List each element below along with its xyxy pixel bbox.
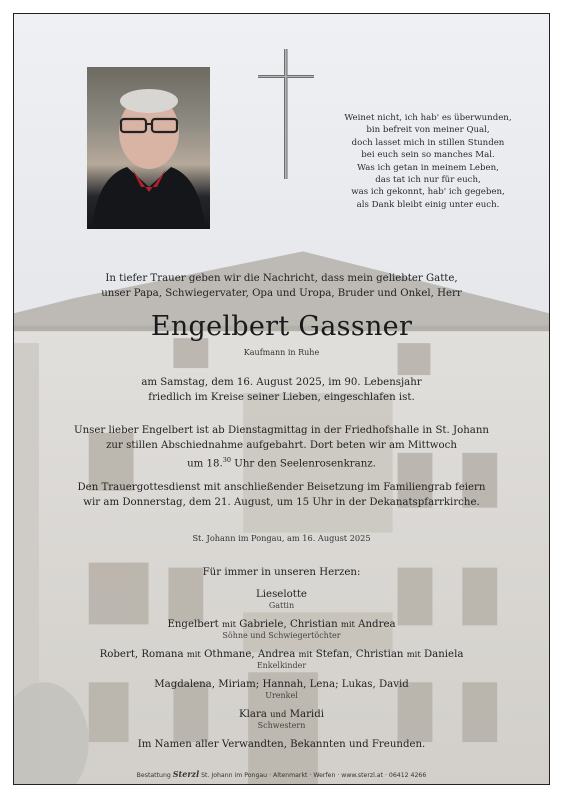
poem-line: bei euch sein so manches Mal. [361, 150, 495, 161]
funeral-line: Den Trauergottesdienst mit anschließender Beisetzung im Familiengrab feiern [77, 482, 486, 493]
intro-text [14, 271, 549, 301]
wife-name: Lieselotte [256, 589, 307, 600]
child-name: Christian [289, 619, 338, 630]
footer-prefix: Bestattung [136, 772, 171, 779]
connector: mit [406, 649, 421, 659]
funeral-home-logo: Sterzl [172, 769, 200, 779]
family-great-grandchildren [14, 678, 549, 701]
sisters-role: Schwestern [257, 721, 306, 730]
wake-time-suffix: Uhr den Seelenrosenkranz. [231, 458, 376, 470]
grandchild-name: Robert, Romana [99, 649, 184, 660]
wake-line [14, 453, 549, 472]
great-grandchildren-role: Urenkel [265, 691, 298, 700]
closing-line [14, 738, 549, 751]
sister-name: Klara [239, 709, 267, 720]
funeral-line: wir am Donnerstag, dem 21. August, um 15 Uhr in der Dekanatspfarrkirche. [83, 496, 480, 508]
family-sisters [14, 708, 549, 731]
grandchild-name: Stefan, Christian [315, 649, 404, 660]
child-name: Gabriele [239, 619, 284, 630]
intro-line: In tiefer Trauer geben wir die Nachricht, dass mein geliebter Gatte, [105, 273, 458, 284]
funeral-info [14, 481, 549, 510]
deceased-name: Engelbert Gassner [150, 311, 413, 342]
portrait-photo [87, 67, 210, 229]
child-name: Engelbert [167, 619, 219, 630]
grandchildren-role: Enkelkinder [256, 661, 307, 670]
place-date: St. Johann im Pongau, am 16. August 2025 [192, 533, 371, 543]
connector: und [270, 709, 287, 719]
cross-icon [258, 49, 314, 179]
wake-time-prefix: um 18. [187, 458, 223, 470]
obituary-frame [13, 13, 550, 785]
wake-time-minutes: 30 [222, 456, 232, 464]
connector: mit [298, 649, 313, 659]
grandchildren-names [14, 648, 549, 661]
funeral-home-footer [14, 769, 549, 779]
wake-line: Unser lieber Engelbert ist ab Dienstagmittag in der Friedhofshalle in St. Johann [74, 425, 489, 436]
death-notice-line: am Samstag, dem 16. August 2025, im 90. Lebensjahr [141, 377, 422, 388]
sisters-names [14, 708, 549, 721]
poem-line: als Dank bleibt einig unter euch. [356, 199, 500, 210]
connector: mit [222, 619, 237, 629]
closing-text: Im Namen aller Verwandten, Bekannten und Freunden. [137, 739, 426, 750]
poem-line: Weinet nicht, ich hab' es überwunden, [344, 113, 512, 123]
poem-line: doch lasset mich in stillen Stunden [351, 137, 505, 148]
grandchild-name: Daniela [423, 649, 464, 660]
poem-line: das tat ich nur für euch, [375, 175, 481, 186]
child-name: Andrea [358, 619, 396, 630]
connector: mit [340, 619, 355, 629]
death-notice [14, 376, 549, 405]
poem [321, 112, 535, 211]
children-role: Söhne und Schwiegertöchter [222, 631, 341, 640]
hearts-heading: Für immer in unseren Herzen: [202, 567, 361, 578]
grandchild-name: Othmane, Andrea [204, 649, 296, 660]
connector: mit [186, 649, 201, 659]
children-names [14, 618, 549, 631]
footer-details: St. Johann im Pongau · Altenmarkt · Werfen · www.sterzl.at · 06412 4266 [201, 772, 427, 779]
poem-line: bin befreit von meiner Qual, [366, 125, 490, 136]
poem-line: Was ich getan in meinem Leben, [357, 162, 499, 173]
family-wife [14, 588, 549, 611]
great-grandchildren-names: Magdalena, Miriam; Hannah, Lena; Lukas, David [154, 679, 409, 690]
family-children [14, 618, 549, 641]
wake-info [14, 424, 549, 472]
profession: Kaufmann in Ruhe [243, 348, 320, 357]
family-grandchildren [14, 648, 549, 671]
poem-line: was ich gekonnt, hab' ich gegeben, [351, 187, 505, 198]
death-notice-line: friedlich im Kreise seiner Lieben, eingeschlafen ist. [148, 391, 415, 403]
wife-role: Gattin [268, 601, 295, 610]
intro-line: unser Papa, Schwiegervater, Opa und Uropa, Bruder und Onkel, Herr [101, 288, 462, 299]
separator: , [283, 619, 290, 630]
wake-line: zur stillen Abschiednahme aufgebahrt. Dort beten wir am Mittwoch [106, 439, 457, 451]
sister-name: Maridi [289, 709, 324, 720]
